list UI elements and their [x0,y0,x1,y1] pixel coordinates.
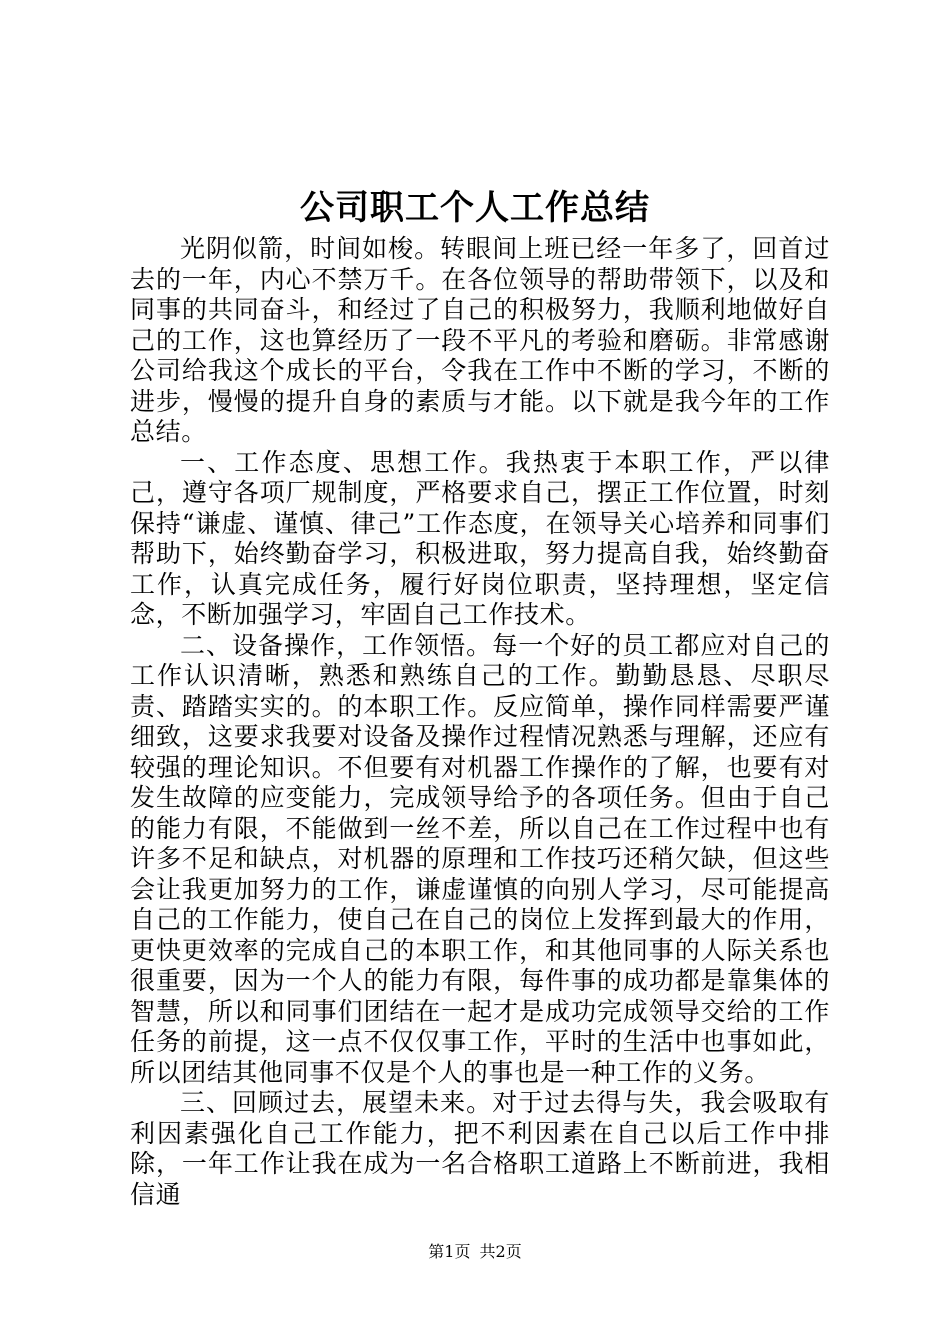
page-number: 第1页 [428,1242,471,1261]
page-total: 共2页 [479,1242,522,1261]
page-footer [0,1240,950,1264]
document-title: 公司职工个人工作总结 [300,188,650,228]
paragraph-section-2: 二、设备操作，工作领悟。每一个好的员工都应对自己的工作认识清晰，熟悉和熟练自己的工作。勤勤恳恳、尽职尽责、踏踏实实的。的本职工作。反应简单，操作同样需要严谨细致，这要求我要对设备及操作过程情况熟悉与理解，还应有较强的理论知识。不但要有对机器工作操作的了解，也要有对发生故障的应变能力，完成领导给予的各项任务。但由于自己的能力有限，不能做到一丝不差，所以自己在工作过程中也有许多不足和缺点，对机器的原理和工作技巧还稍欠缺，但这些会让我更加努力的工作，谦虚谨慎的向别人学习，尽可能提高自己的工作能力，使自己在自己的岗位上发挥到最大的作用，更快更效率的完成自己的本职工作，和其他同事的人际关系也很重要，因为一个人的能力有限，每件事的成功都是靠集体的智慧，所以和同事们团结在一起才是成功完成领导交给的工作任务的前提，这一点不仅仅事工作，平时的生活中也事如此，所以团结其他同事不仅是个人的事也是一种工作的义务。 [130,630,830,1087]
paragraph-section-3: 三、回顾过去，展望未来。对于过去得与失，我会吸取有利因素强化自己工作能力，把不利因素在自己以后工作中排除，一年工作让我在成为一名合格职工道路上不断前进，我相信通 [130,1088,830,1209]
paragraph-intro: 光阴似箭，时间如梭。转眼间上班已经一年多了，回首过去的一年，内心不禁万千。在各位领导的帮助带领下，以及和同事的共同奋斗，和经过了自己的积极努力，我顺利地做好自己的工作，这也算经历了一段不平凡的考验和磨砺。非常感谢公司给我这个成长的平台，令我在工作中不断的学习，不断的进步，慢慢的提升自身的素质与才能。以下就是我今年的工作总结。 [130,234,830,446]
document-body [130,234,830,1210]
paragraph-section-1: 一、工作态度、思想工作。我热衷于本职工作，严以律己，遵守各项厂规制度，严格要求自己，摆正工作位置，时刻保持“谦虚、谨慎、律己”工作态度，在领导关心培养和同事们帮助下，始终勤奋学习，积极进取，努力提高自我，始终勤奋工作，认真完成任务，履行好岗位职责，坚持理想，坚定信念，不断加强学习，牢固自己工作技术。 [130,447,830,629]
